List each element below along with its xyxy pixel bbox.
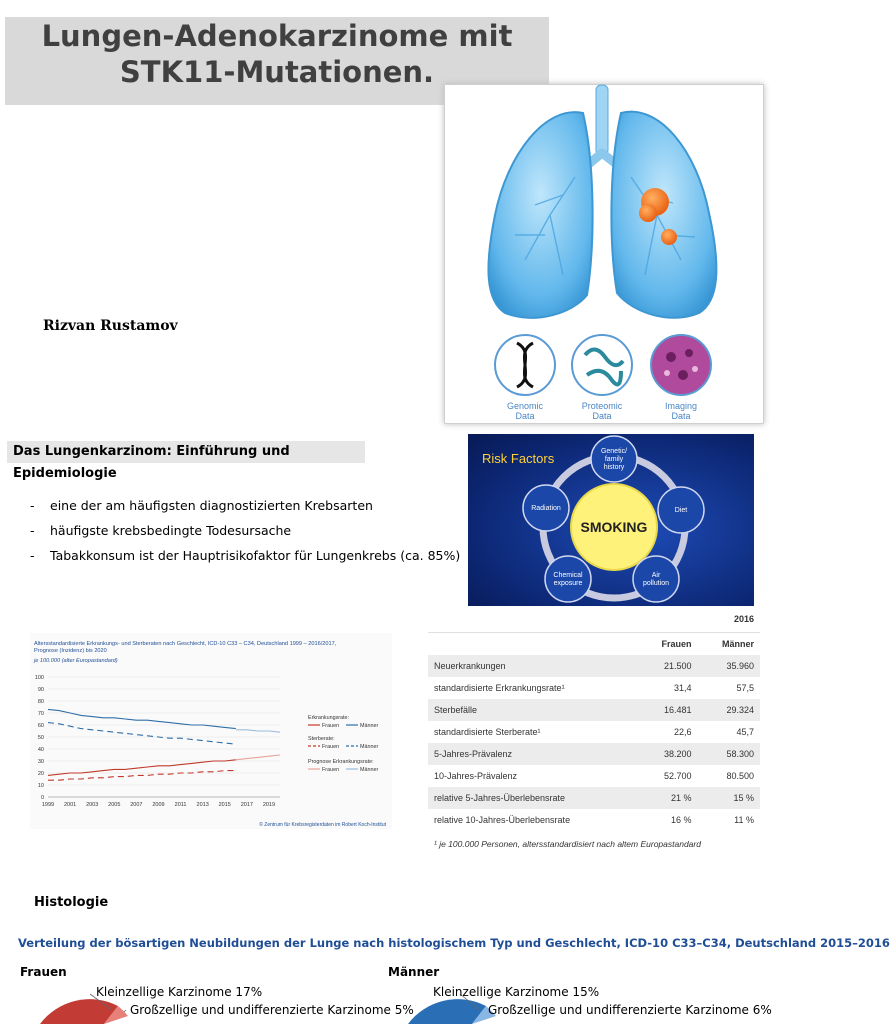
incidence-chart-svg — [30, 633, 392, 829]
y-tick-label: 50 — [37, 735, 44, 741]
histologie-heading: Histologie — [34, 895, 109, 910]
risk-node-label: Diet — [674, 507, 688, 514]
legend-frauen-3: Frauen — [322, 767, 340, 773]
risk-node — [545, 556, 591, 602]
table-row: 5-Jahres-Prävalenz 38.200 58.300 — [428, 743, 760, 765]
intro-heading: Das Lungenkarzinom: Einführung und Epidemiologie — [7, 441, 365, 463]
table-row: Neuerkrankungen 21.500 35.960 — [428, 655, 760, 677]
smoking-label: SMOKING — [580, 519, 648, 535]
maenner-pie-slice — [408, 999, 486, 1024]
risk-node — [633, 556, 679, 602]
risk-node-label: Chemical exposure — [553, 572, 583, 587]
y-tick-label: 20 — [37, 771, 44, 777]
series-line — [48, 771, 236, 781]
list-item: - eine der am häufigsten diagnostizierten Krebsarten — [30, 498, 373, 513]
table-year: 2016 — [428, 612, 760, 633]
list-item: - Tabakkonsum ist der Hauptrisikofaktor für Lungenkrebs (ca. 85%) — [30, 548, 461, 563]
list-item: - häufigste krebsbedingte Todesursache — [30, 523, 292, 538]
author-name: Rizvan Rustamov — [43, 318, 178, 334]
x-tick-label: 2003 — [86, 802, 99, 808]
y-tick-label: 0 — [40, 795, 44, 801]
table-header: Männer — [721, 639, 754, 649]
proteomic-data-icon — [572, 335, 632, 395]
frauen-label: Frauen — [20, 965, 67, 979]
table-header — [428, 633, 638, 655]
lung-svg — [445, 85, 763, 423]
maenner-label: Männer — [388, 965, 440, 979]
legend-sterbe-header: Sterberate: — [308, 736, 335, 742]
trachea-shape — [596, 85, 608, 155]
lung-label-2: Imaging Data — [664, 401, 698, 421]
y-tick-label: 10 — [37, 783, 44, 789]
risk-factors-svg — [468, 434, 754, 606]
table-footnote: ¹ je 100.000 Personen, altersstandardisiert nach altem Europastandard — [434, 839, 701, 849]
genomic-data-icon — [495, 335, 555, 395]
risk-node-label: Genetic/ family history — [600, 448, 628, 471]
legend-prognose-header: Prognose Erkrankungsrate: — [308, 759, 374, 765]
statistics-table — [428, 612, 760, 849]
legend-maenner-2: Männer — [360, 744, 379, 750]
maenner-kleinzellig-label: Kleinzellige Karzinome 15% — [433, 985, 600, 999]
prognose-line — [236, 730, 280, 732]
y-tick-label: 40 — [37, 747, 44, 753]
table-row: relative 5-Jahres-Überlebensrate 21 % 15 % — [428, 787, 760, 809]
frauen-pie-slice — [40, 999, 118, 1024]
table-row: standardisierte Erkrankungsrate¹ 31,4 57,5 — [434, 683, 754, 693]
table-row: standardisierte Sterberate¹ 22,6 45,7 — [434, 727, 754, 737]
page-title — [5, 18, 549, 90]
x-tick-label: 2009 — [152, 802, 165, 808]
intro-bullet-list — [30, 497, 460, 572]
legend-erkrankung-header: Erkrankungsrate: — [308, 715, 350, 721]
table-row: Sterbefälle 16.481 29.324 — [428, 699, 760, 721]
x-tick-label: 2013 — [196, 802, 209, 808]
risk-title: Risk Factors — [482, 451, 555, 466]
y-tick-label: 60 — [37, 723, 44, 729]
incidence-chart — [30, 633, 392, 829]
prognose-line — [236, 755, 280, 760]
series-line — [48, 709, 236, 728]
y-tick-label: 100 — [34, 675, 44, 681]
y-tick-label: 80 — [37, 699, 44, 705]
table-row: relative 10-Jahres-Überlebensrate 16 % 11 % — [434, 815, 754, 825]
tumor-small-shape — [661, 229, 677, 245]
x-tick-label: 2007 — [130, 802, 143, 808]
distribution-title: Verteilung der bösartigen Neubildungen der Lunge nach histologischem Typ und Geschlecht, ICD-10 C33–C34, Deutschland 2015–2016 — [18, 936, 890, 950]
legend-maenner-1: Männer — [360, 723, 379, 729]
lung-label-1: Proteomic Data — [581, 401, 623, 421]
left-lung-shape — [488, 112, 592, 318]
x-tick-label: 2005 — [108, 802, 121, 808]
table-header: Frauen — [661, 639, 692, 649]
maenner-grosszellig-label: Großzellige und undifferenzierte Karzinome 6% — [488, 1003, 772, 1017]
x-tick-label: 2017 — [240, 802, 253, 808]
chart-title: Altersstandardisierte Erkrankungs- und Sterberaten nach Geschlecht, ICD-10 C33 – C34, Deutschland 1999 – 2016/2017, Prognose (Inzidenz) bis 2020 — [34, 641, 337, 654]
risk-node-label: Air pollution — [642, 572, 670, 587]
chart-source: © Zentrum für Krebsregisterdaten im Robert Koch-Institut — [259, 822, 386, 828]
lung-label-0: Genomic Data — [506, 401, 544, 421]
title-line-1: Lungen-Adenokarzinome mit — [41, 19, 513, 53]
title-line-2: STK11-Mutationen. — [119, 55, 435, 89]
legend-maenner-3: Männer — [360, 767, 379, 773]
table-row: 10-Jahres-Prävalenz 52.700 80.500 — [434, 771, 754, 781]
x-tick-label: 2019 — [262, 802, 276, 808]
legend-frauen-1: Frauen — [322, 723, 340, 729]
legend-frauen-2: Frauen — [322, 744, 340, 750]
y-tick-label: 30 — [37, 759, 44, 765]
right-lung-shape — [611, 112, 716, 318]
y-tick-label: 90 — [37, 687, 44, 693]
y-tick-label: 70 — [37, 711, 44, 717]
risk-node-label: Radiation — [531, 505, 561, 512]
frauen-grosszellig-label: Großzellige und undifferenzierte Karzinome 5% — [130, 1003, 414, 1017]
x-tick-label: 2011 — [174, 802, 187, 808]
x-tick-label: 2001 — [63, 802, 77, 808]
risk-factors-diagram — [468, 434, 754, 606]
x-tick-label: 1999 — [41, 802, 55, 808]
chart-subtitle: je 100.000 (alter Europastandard) — [34, 658, 118, 664]
frauen-kleinzellig-label: Kleinzellige Karzinome 17% — [96, 985, 263, 999]
lung-illustration — [444, 84, 764, 424]
x-tick-label: 2015 — [218, 802, 231, 808]
imaging-data-icon — [651, 335, 711, 395]
